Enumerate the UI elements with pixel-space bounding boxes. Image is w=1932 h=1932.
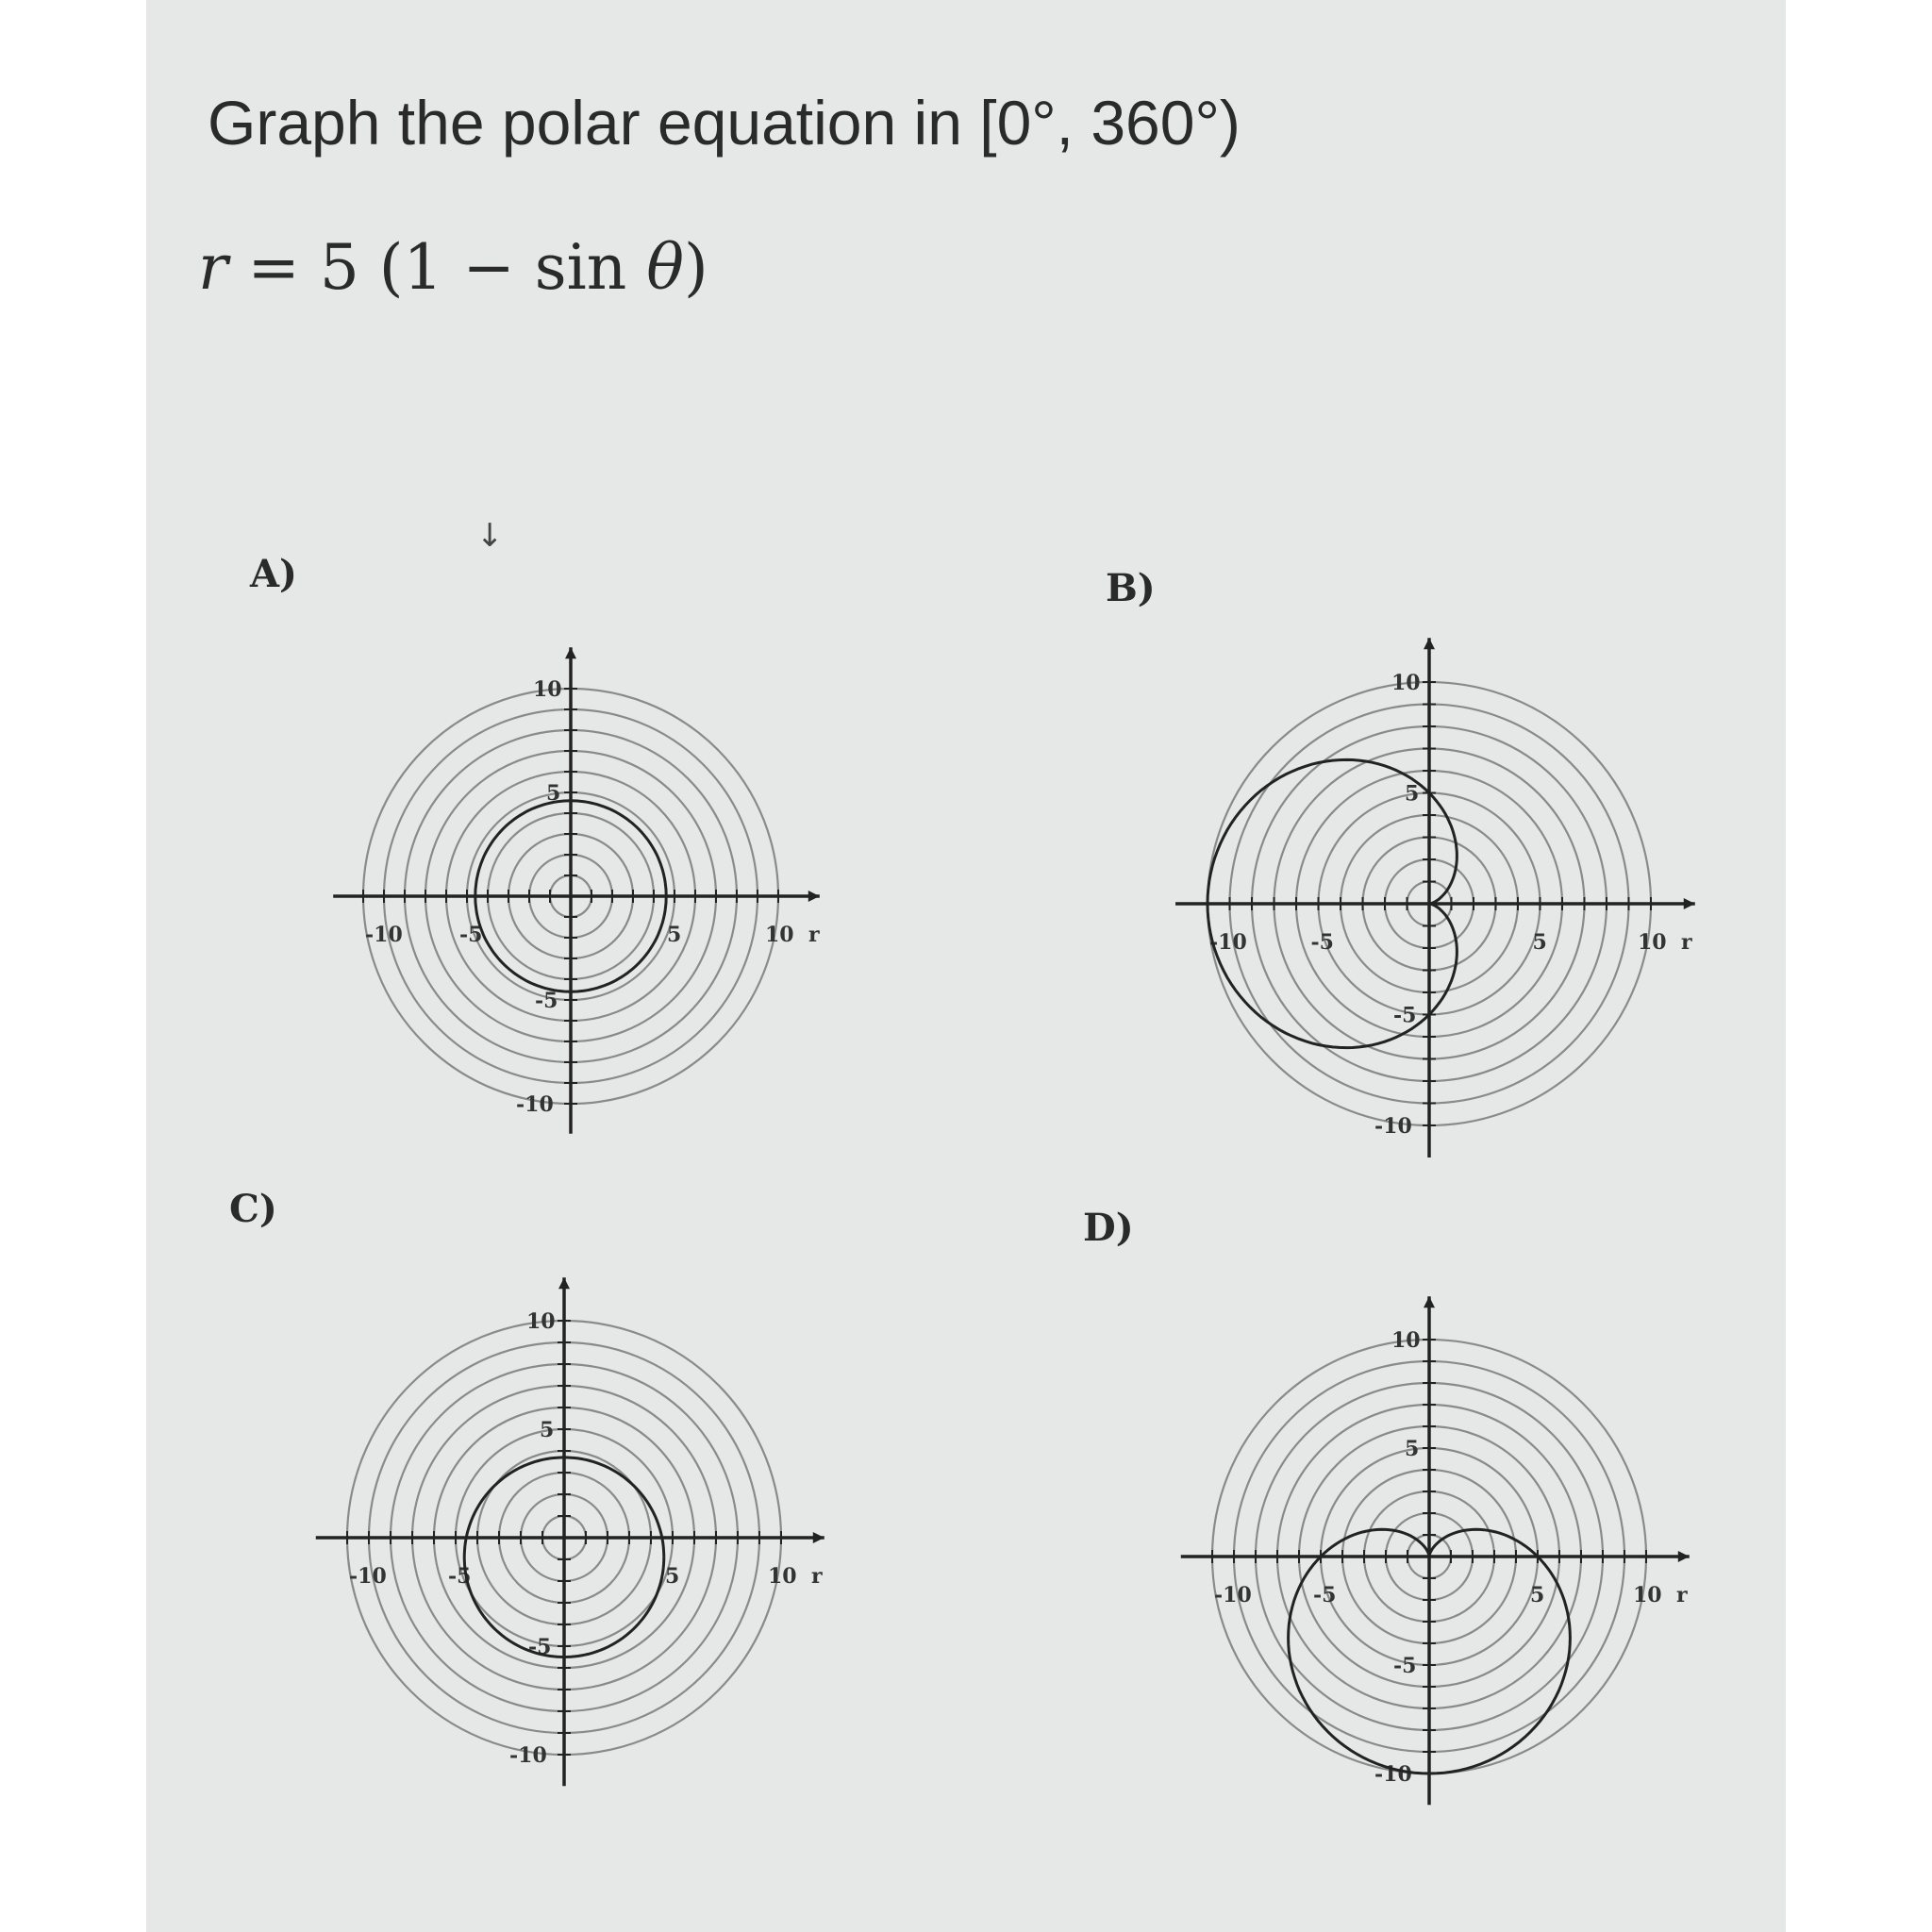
x-axis-variable: r <box>1676 1583 1688 1607</box>
x-axis-variable: r <box>808 923 820 947</box>
y-label-neg5: -5 <box>528 1635 552 1659</box>
x-axis-variable: r <box>1681 930 1692 955</box>
option-b-label[interactable]: B) <box>1106 566 1156 610</box>
y-label-pos10: 10 <box>1391 1328 1421 1353</box>
x-label-neg10: -10 <box>1214 1583 1252 1607</box>
x-label-neg5: -5 <box>1313 1583 1337 1607</box>
option-d-label[interactable]: D) <box>1083 1206 1134 1250</box>
x-label-neg10: -10 <box>1209 930 1247 955</box>
equation-body: = 5 (1 − sin <box>227 231 647 304</box>
option-c-label[interactable]: C) <box>229 1187 277 1231</box>
y-label-neg10: -10 <box>509 1743 547 1768</box>
y-label-pos10: 10 <box>1391 671 1421 695</box>
y-label-neg10: -10 <box>516 1092 554 1117</box>
y-label-neg5: -5 <box>1393 1003 1417 1028</box>
y-label-neg5: -5 <box>1393 1654 1417 1678</box>
x-label-pos10: 10 <box>765 923 794 947</box>
x-label-pos10: 10 <box>768 1564 797 1589</box>
x-label-pos5: 5 <box>667 923 682 947</box>
x-label-pos5: 5 <box>1532 930 1547 955</box>
y-label-pos5: 5 <box>1405 1437 1420 1461</box>
y-label-pos5: 5 <box>546 781 561 806</box>
x-label-neg10: -10 <box>349 1564 387 1589</box>
y-arrow-icon <box>1424 1296 1435 1307</box>
y-label-pos10: 10 <box>526 1309 556 1334</box>
equation-theta: θ <box>646 231 685 304</box>
x-label-neg5: -5 <box>448 1564 472 1589</box>
x-label-neg5: -5 <box>459 923 483 947</box>
stray-arrow-mark: ↓ <box>476 517 504 555</box>
x-label-neg5: -5 <box>1310 930 1334 955</box>
y-label-pos10: 10 <box>533 677 562 702</box>
y-label-neg10: -10 <box>1374 1762 1412 1787</box>
y-label-pos5: 5 <box>1405 781 1420 807</box>
x-label-pos5: 5 <box>665 1564 680 1589</box>
x-label-pos5: 5 <box>1530 1583 1545 1607</box>
x-label-pos10: 10 <box>1638 930 1667 955</box>
x-axis-variable: r <box>811 1564 823 1589</box>
x-label-neg10: -10 <box>365 923 403 947</box>
option-a-label[interactable]: A) <box>250 552 297 596</box>
y-label-neg10: -10 <box>1374 1114 1412 1139</box>
equation-close: ) <box>684 231 708 304</box>
y-label-pos5: 5 <box>540 1418 555 1442</box>
x-arrow-icon <box>1678 1551 1690 1562</box>
x-label-pos10: 10 <box>1633 1583 1662 1607</box>
y-label-neg5: -5 <box>535 989 558 1013</box>
equation-r: r <box>198 231 228 304</box>
question-prompt: Graph the polar equation in [0°, 360°) <box>208 88 1241 158</box>
